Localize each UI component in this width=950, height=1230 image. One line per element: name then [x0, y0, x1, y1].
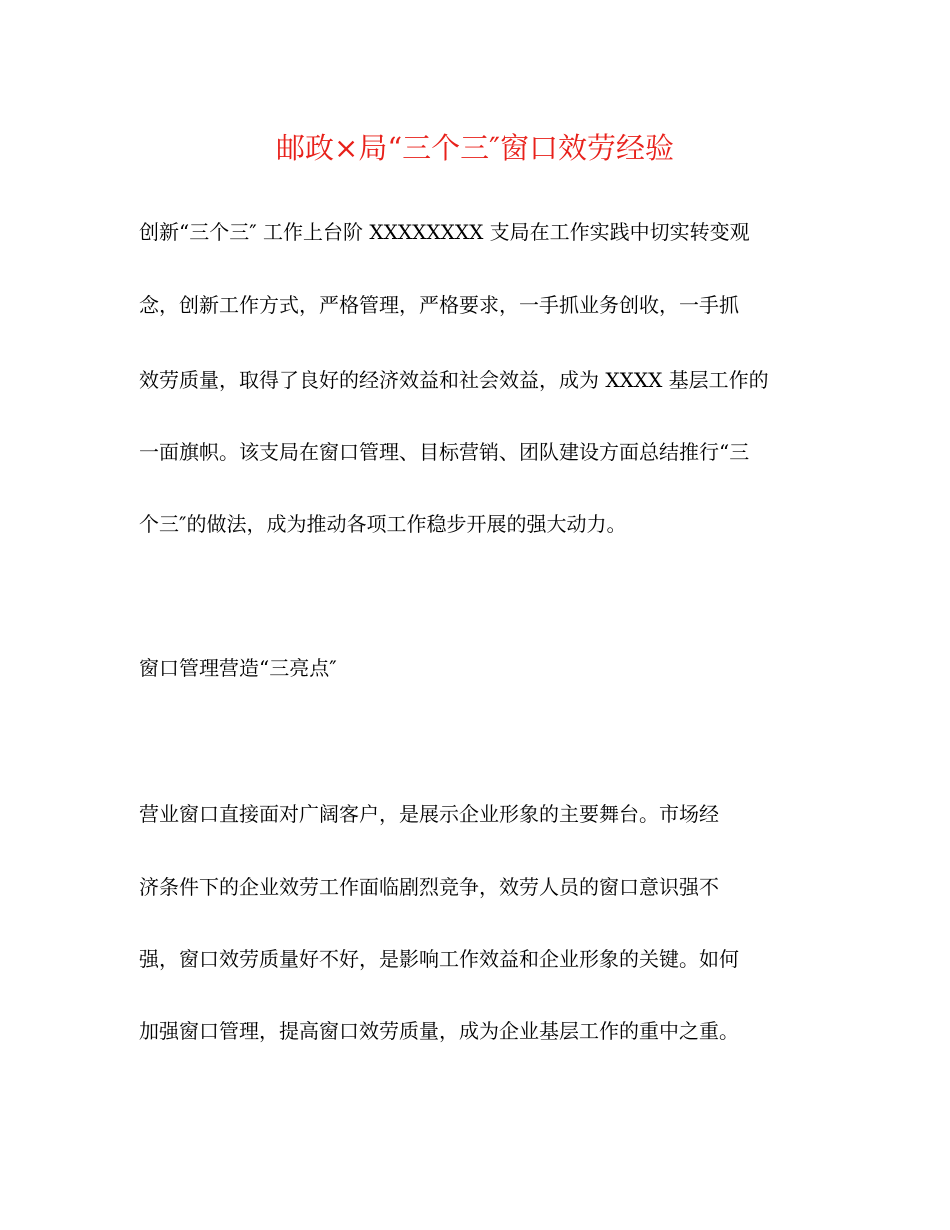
- intro-line-2: 念，创新工作方式，严格管理，严格要求，一手抓业务创收，一手抓: [139, 293, 739, 317]
- section-heading: 窗口管理营造“三亮点″: [139, 656, 337, 680]
- body-line-4: 加强窗口管理，提高窗口效劳质量，成为企业基层工作的重中之重。: [139, 1019, 739, 1043]
- body-line-3: 强，窗口效劳质量好不好，是影响工作效益和企业形象的关键。如何: [139, 947, 739, 971]
- body-line-1: 营业窗口直接面对广阔客户，是展示企业形象的主要舞台。市场经: [139, 802, 719, 826]
- body-line-2: 济条件下的企业效劳工作面临剧烈竞争，效劳人员的窗口意识强不: [139, 875, 719, 899]
- intro-line-4: 一面旗帜。该支局在窗口管理、目标营销、团队建设方面总结推行“三: [139, 440, 750, 464]
- intro-line-5: 个三″的做法，成为推动各项工作稳步开展的强大动力。: [139, 512, 627, 536]
- document-title: 邮政×局“三个三″窗口效劳经验: [276, 131, 674, 165]
- intro-line-1: 创新“三个三″ 工作上台阶 XXXXXXXX 支局在工作实践中切实转变观: [139, 220, 750, 244]
- intro-line-3: 效劳质量，取得了良好的经济效益和社会效益，成为 XXXX 基层工作的: [139, 368, 769, 392]
